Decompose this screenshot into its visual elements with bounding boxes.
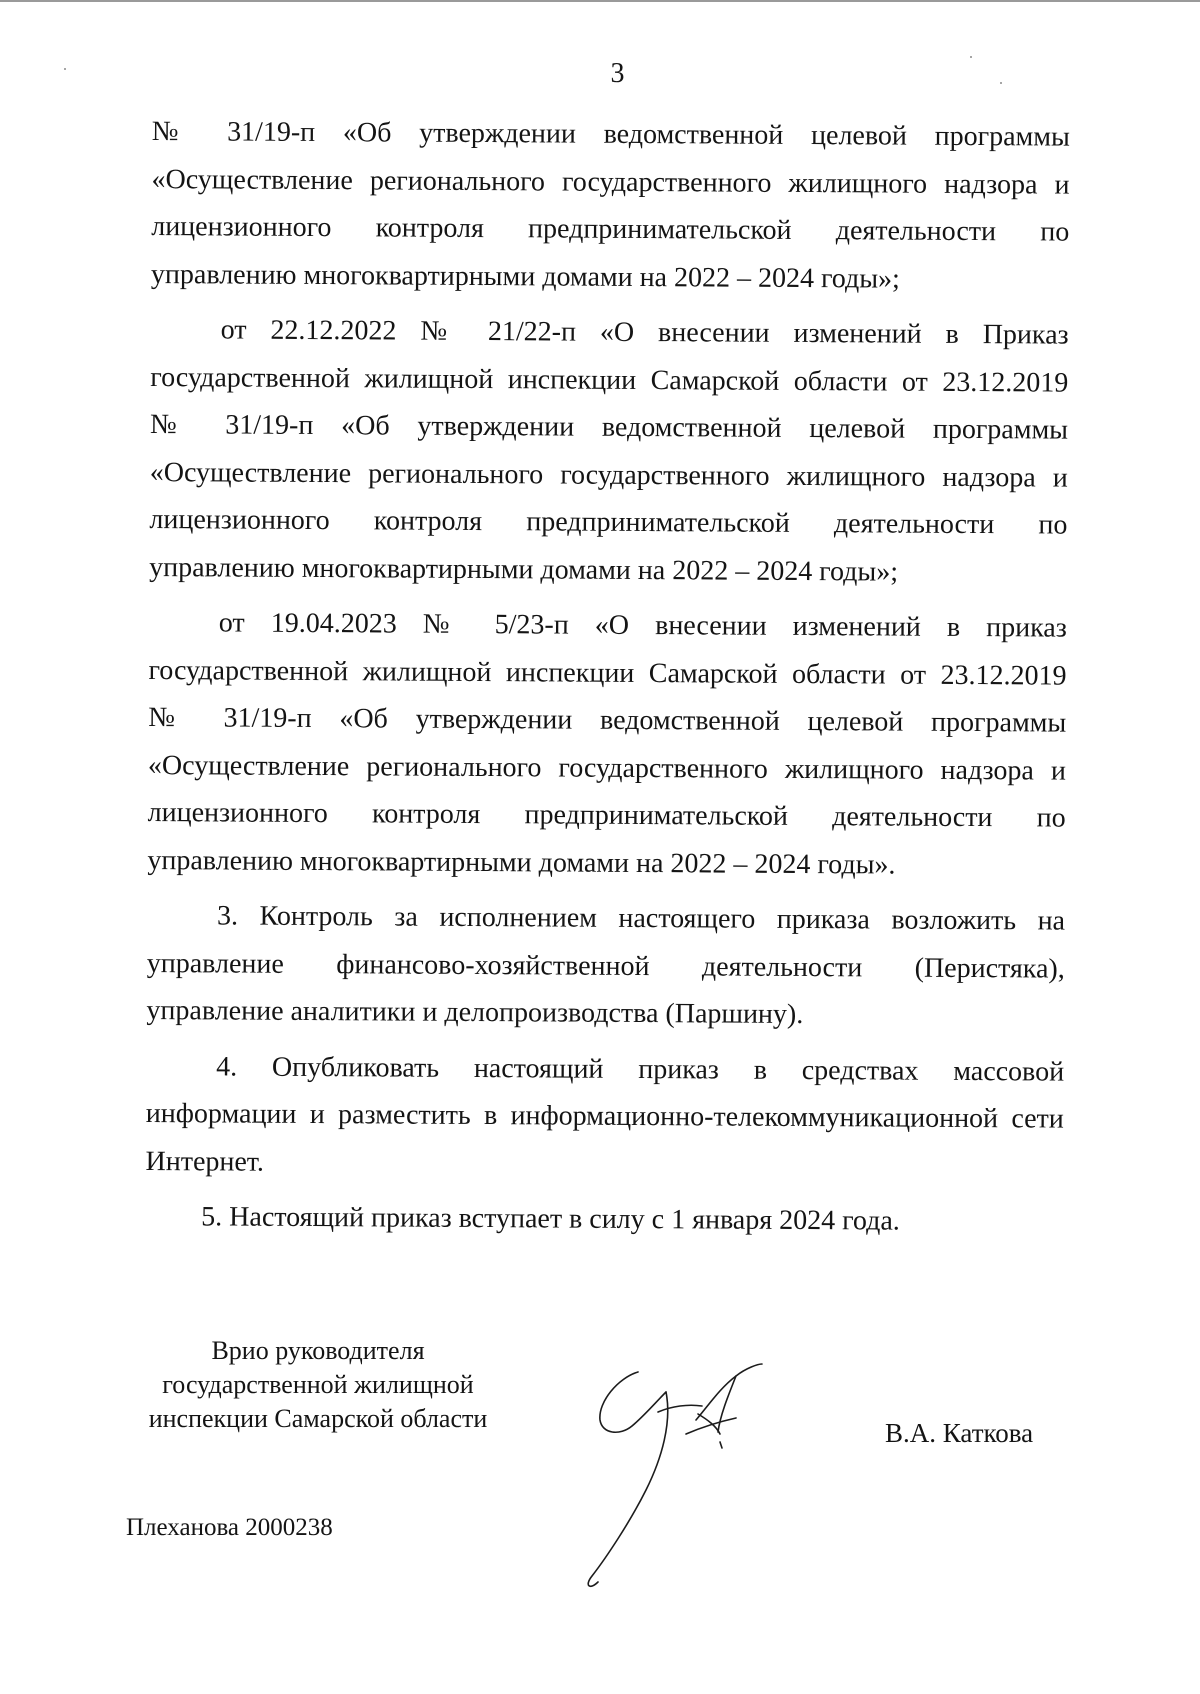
item-4-publish	[145, 1042, 1064, 1190]
signatory-position-line: государственной жилищной	[162, 1370, 474, 1399]
item-3-control	[146, 892, 1065, 1040]
text-line: № 31/19-п «Об утверждении ведомственной целевой программы	[149, 408, 1069, 446]
item-5-effective-date: 5. Настоящий приказ вступает в силу с 1 января 2024 года.	[201, 1201, 900, 1237]
text-line: № 31/19-п «Об утверждении ведомственной целевой программы	[151, 115, 1070, 153]
paragraph-amendment-2022	[149, 306, 1069, 597]
text-line: информации и разместить в информационно-телекоммуникационной сети	[145, 1097, 1064, 1135]
text-line: управлению многоквартирными домами на 2022 – 2024 годы»;	[150, 258, 900, 295]
text-line: лицензионного контроля предпринимательской деятельности по	[147, 796, 1066, 834]
paragraph-amendment-2023	[147, 599, 1067, 890]
text-line: Интернет.	[145, 1145, 265, 1178]
text-line: 3. Контроль за исполнением настоящего приказа возложить на	[216, 900, 1066, 937]
text-line: государственной жилищной инспекции Самарской области от 23.12.2019	[148, 654, 1067, 692]
text-line: лицензионного контроля предпринимательской деятельности по	[151, 210, 1070, 248]
text-line: № 31/19-п «Об утверждении ведомственной целевой программы	[148, 701, 1067, 739]
text-line: «Осуществление регионального государственного жилищного надзора и	[147, 749, 1067, 787]
paragraph-1-continuation	[151, 108, 1070, 304]
text-line: управление финансово-хозяйственной деятельности (Перистяка),	[146, 947, 1065, 985]
signatory-position	[128, 1334, 508, 1436]
handwritten-signature	[570, 1362, 850, 1592]
executor-contact: Плеханова 2000238	[126, 1514, 333, 1541]
text-line: управлению многоквартирными домами на 2022 – 2024 годы».	[147, 844, 896, 881]
text-line: лицензионного контроля предпринимательской деятельности по	[149, 503, 1068, 541]
scan-speck	[64, 68, 66, 70]
page-number: 3	[610, 58, 625, 89]
text-line: от 22.12.2022 № 21/22-п «О внесении изменений в Приказ	[220, 314, 1069, 351]
signer-name: В.А. Каткова	[885, 1418, 1034, 1448]
text-line: от 19.04.2023 № 5/23-п «О внесении изменений в приказ	[218, 607, 1067, 644]
order-body	[145, 108, 1070, 1246]
text-line: управлению многоквартирными домами на 2022 – 2024 годы»;	[149, 551, 899, 588]
text-line: управление аналитики и делопроизводства (Паршину).	[146, 994, 804, 1030]
text-line: государственной жилищной инспекции Самарской области от 23.12.2019	[150, 361, 1069, 399]
scan-top-edge	[0, 0, 1200, 2]
scan-speck	[970, 56, 972, 58]
signatory-position-line: инспекции Самарской области	[148, 1404, 488, 1433]
scan-speck	[1000, 82, 1002, 84]
text-line: 4. Опубликовать настоящий приказ в средствах массовой	[216, 1050, 1065, 1088]
text-line: «Осуществление регионального государственного жилищного надзора и	[149, 456, 1068, 494]
text-line: «Осуществление регионального государственного жилищного надзора и	[151, 163, 1070, 201]
signatory-position-line: Врио руководителя	[211, 1336, 425, 1365]
